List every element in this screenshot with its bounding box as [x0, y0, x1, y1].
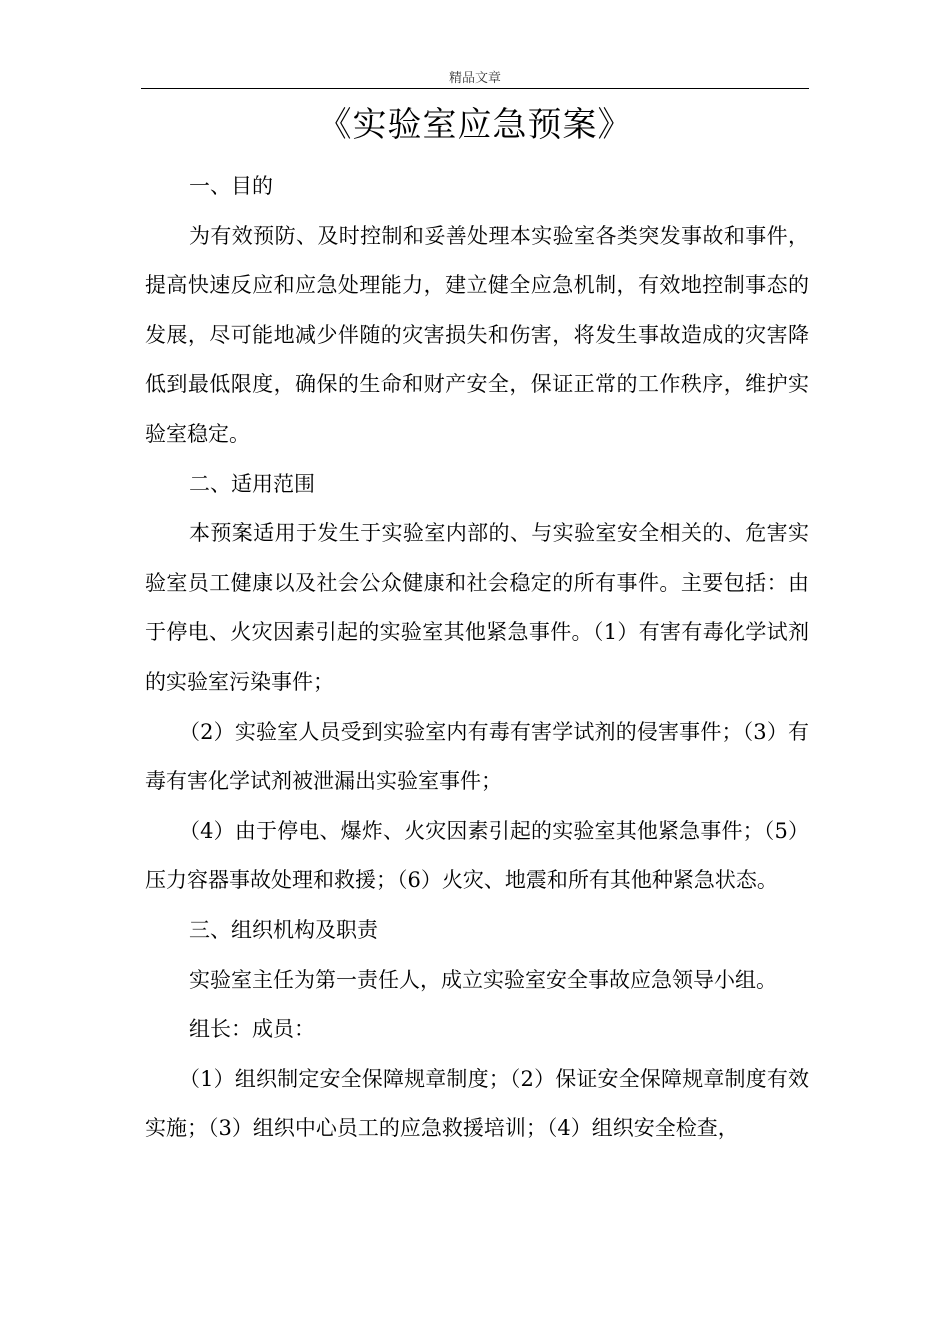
- paragraph-scope: 本预案适用于发生于实验室内部的、与实验室安全相关的、危害实验室员工健康以及社会公众健康和社会稳定的所有事件。主要包括：由于停电、火灾因素引起的实验室其他紧急事件。（1）有害有毒化学试剂的实验室污染事件；: [145, 521, 809, 694]
- header-divider: [141, 88, 809, 89]
- section-heading-scope: 二、适用范围: [189, 471, 315, 496]
- section-heading-organization: 三、组织机构及职责: [189, 917, 378, 942]
- paragraph-team-members: 组长：成员：: [189, 1017, 315, 1042]
- page-header: 精品文章: [448, 71, 501, 86]
- document-title: 《实验室应急预案》: [317, 105, 633, 145]
- section-heading-purpose: 一、目的: [189, 174, 273, 198]
- paragraph-duties: （1）组织制定安全保障规章制度；（2）保证安全保障规章制度有效实施；（3）组织中心员工的应急救援培训；（4）组织安全检查，: [145, 1066, 809, 1141]
- paragraph-purpose: 为有效预防、及时控制和妥善处理本实验室各类突发事故和事件，提高快速反应和应急处理能力，建立健全应急机制，有效地控制事态的发展，尽可能地减少伴随的灾害损失和伤害，将发生事故造成的灾害降低到最低限度，确保的生命和财产安全，保证正常的工作秩序，维护实验室稳定。: [145, 223, 809, 446]
- paragraph-scope-items-4-6: （4）由于停电、爆炸、火灾因素引起的实验室其他紧急事件；（5）压力容器事故处理和救援；（6）火灾、地震和所有其他种紧急状态。: [145, 818, 809, 893]
- paragraph-scope-items-2-3: （2）实验室人员受到实验室内有毒有害学试剂的侵害事件；（3）有毒有害化学试剂被泄漏出实验室事件；: [145, 719, 809, 794]
- document-body: [145, 162, 809, 1154]
- paragraph-organization: 实验室主任为第一责任人，成立实验室安全事故应急领导小组。: [189, 967, 777, 992]
